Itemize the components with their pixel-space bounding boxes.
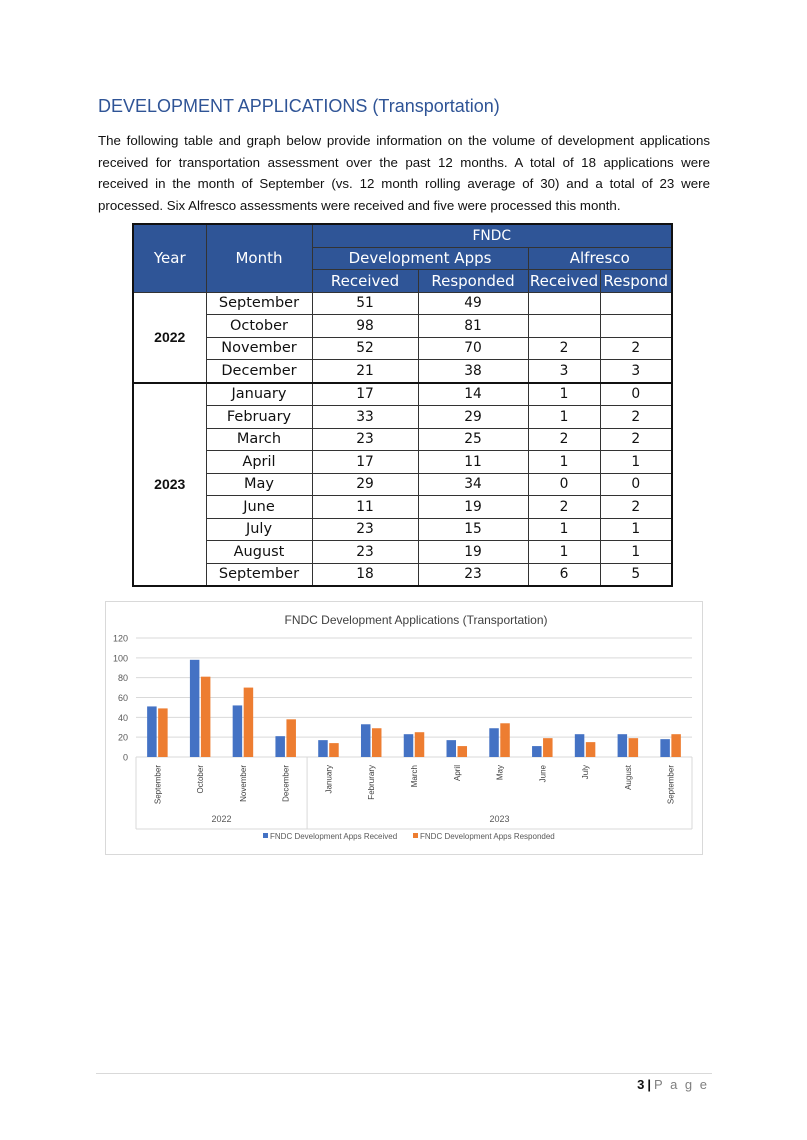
- header-alfresco: Alfresco: [528, 247, 672, 270]
- bar-received: [532, 746, 542, 757]
- x-tick-label: April: [452, 765, 462, 782]
- bar-responded: [586, 742, 596, 757]
- x-tick-label: January: [324, 765, 334, 794]
- alf-received-cell: 1: [528, 406, 600, 429]
- responded-cell: 38: [418, 360, 528, 383]
- x-tick-label: September: [666, 765, 676, 805]
- alf-respond-cell: 2: [600, 496, 672, 519]
- alf-received-cell: 1: [528, 518, 600, 541]
- header-received: Received: [312, 270, 418, 293]
- intro-paragraph: The following table and graph below provide information on the volume of development applications received for transportation assessment over the past 12 months. A total of 18 applications were received in the month of September (vs. 12 month rolling average of 30) and a total of 23 were processed. Six Alfresco assessments were received and five were processed this month.: [98, 133, 710, 213]
- responded-cell: 23: [418, 563, 528, 586]
- x-tick-label: August: [623, 765, 633, 790]
- month-cell: May: [206, 473, 312, 496]
- alf-received-cell: 3: [528, 360, 600, 383]
- month-cell: January: [206, 383, 312, 406]
- responded-cell: 29: [418, 406, 528, 429]
- alf-received-cell: 1: [528, 541, 600, 564]
- x-tick-label: May: [495, 765, 505, 781]
- x-tick-label: December: [281, 765, 291, 802]
- month-cell: July: [206, 518, 312, 541]
- bar-responded: [244, 688, 254, 757]
- x-tick-label: July: [581, 765, 591, 780]
- bar-responded: [286, 719, 296, 757]
- alf-respond-cell: 1: [600, 451, 672, 474]
- month-cell: October: [206, 315, 312, 338]
- header-alf-respond: Respond: [600, 270, 672, 293]
- table-row: [133, 563, 672, 586]
- responded-cell: 34: [418, 473, 528, 496]
- received-cell: 23: [312, 541, 418, 564]
- header-dev-apps: Development Apps: [312, 247, 528, 270]
- bar-received: [404, 734, 414, 757]
- alf-received-cell: 1: [528, 383, 600, 406]
- alf-respond-cell: 0: [600, 473, 672, 496]
- received-cell: 33: [312, 406, 418, 429]
- chart-legend: [263, 832, 555, 841]
- received-cell: 21: [312, 360, 418, 383]
- bar-received: [489, 728, 499, 757]
- bar-chart: [106, 602, 702, 854]
- alf-received-cell: 6: [528, 563, 600, 586]
- received-cell: 18: [312, 563, 418, 586]
- bar-received: [275, 736, 285, 757]
- page-label: P a g e: [654, 1077, 709, 1092]
- bar-responded: [201, 677, 211, 757]
- received-cell: 11: [312, 496, 418, 519]
- table-row: [133, 473, 672, 496]
- bar-received: [618, 734, 628, 757]
- month-cell: November: [206, 337, 312, 360]
- bar-received: [361, 724, 371, 757]
- table-row: [133, 383, 672, 406]
- responded-cell: 25: [418, 428, 528, 451]
- bar-responded: [329, 743, 339, 757]
- y-tick-label: 60: [117, 693, 128, 703]
- chart-title: FNDC Development Applications (Transportation): [284, 613, 548, 627]
- table-row: [133, 292, 672, 315]
- table-row: [133, 428, 672, 451]
- alf-respond-cell: 2: [600, 406, 672, 429]
- footer-separator: |: [647, 1077, 652, 1092]
- alf-received-cell: 2: [528, 428, 600, 451]
- chart-bars: [147, 660, 681, 757]
- header-year: Year: [133, 224, 206, 292]
- received-cell: 17: [312, 383, 418, 406]
- bar-responded: [671, 734, 681, 757]
- received-cell: 51: [312, 292, 418, 315]
- bar-responded: [458, 746, 468, 757]
- table-row: [133, 451, 672, 474]
- x-tick-label: October: [196, 765, 206, 794]
- header-responded: Responded: [418, 270, 528, 293]
- table-body: [133, 292, 672, 586]
- month-cell: September: [206, 292, 312, 315]
- page-number: 3: [637, 1077, 645, 1092]
- x-tick-label: Februrary: [367, 765, 377, 800]
- month-cell: September: [206, 563, 312, 586]
- alf-received-cell: [528, 315, 600, 338]
- alf-respond-cell: 2: [600, 337, 672, 360]
- bar-received: [660, 739, 670, 757]
- month-cell: August: [206, 541, 312, 564]
- y-tick-label: 100: [112, 653, 128, 664]
- legend-label: FNDC Development Apps Received: [270, 832, 398, 841]
- bar-received: [233, 705, 243, 757]
- responded-cell: 11: [418, 451, 528, 474]
- responded-cell: 70: [418, 337, 528, 360]
- bar-responded: [158, 708, 168, 757]
- year-cell: 2023: [133, 383, 206, 587]
- x-tick-label: September: [153, 765, 163, 805]
- month-cell: February: [206, 406, 312, 429]
- table-row: [133, 496, 672, 519]
- bar-responded: [415, 732, 425, 757]
- responded-cell: 81: [418, 315, 528, 338]
- y-tick-label: 20: [117, 732, 128, 743]
- y-tick-label: 120: [112, 633, 128, 644]
- table-row: [133, 360, 672, 383]
- responded-cell: 15: [418, 518, 528, 541]
- alf-respond-cell: 0: [600, 383, 672, 406]
- table-row: [133, 337, 672, 360]
- alf-received-cell: 2: [528, 337, 600, 360]
- bar-received: [318, 740, 328, 757]
- alf-respond-cell: 1: [600, 541, 672, 564]
- responded-cell: 19: [418, 496, 528, 519]
- x-group-label: 2023: [489, 814, 510, 824]
- responded-cell: 19: [418, 541, 528, 564]
- chart-container: [105, 601, 703, 855]
- legend-swatch: [263, 833, 268, 838]
- month-cell: March: [206, 428, 312, 451]
- received-cell: 29: [312, 473, 418, 496]
- chart-gridlines: [136, 638, 692, 757]
- table-row: [133, 518, 672, 541]
- header-alf-received: Received: [528, 270, 600, 293]
- bar-received: [190, 660, 200, 757]
- bar-responded: [500, 723, 510, 757]
- responded-cell: 49: [418, 292, 528, 315]
- chart-axes: [113, 634, 692, 830]
- y-tick-label: 0: [122, 752, 128, 763]
- bar-received: [147, 706, 157, 757]
- x-tick-label: November: [238, 765, 248, 802]
- x-tick-label: June: [538, 765, 548, 783]
- alf-respond-cell: 2: [600, 428, 672, 451]
- bar-responded: [543, 738, 553, 757]
- alf-respond-cell: 3: [600, 360, 672, 383]
- bar-responded: [629, 738, 639, 757]
- alf-respond-cell: 5: [600, 563, 672, 586]
- month-cell: April: [206, 451, 312, 474]
- section-heading: DEVELOPMENT APPLICATIONS (Transportation): [98, 96, 500, 116]
- applications-table: [132, 223, 673, 587]
- alf-respond-cell: [600, 292, 672, 315]
- bar-responded: [372, 728, 382, 757]
- received-cell: 98: [312, 315, 418, 338]
- bar-received: [575, 734, 585, 757]
- y-tick-label: 80: [117, 673, 128, 684]
- alf-received-cell: 2: [528, 496, 600, 519]
- alf-respond-cell: 1: [600, 518, 672, 541]
- table-row: [133, 406, 672, 429]
- x-tick-label: March: [410, 765, 419, 788]
- responded-cell: 14: [418, 383, 528, 406]
- page-footer: [637, 1077, 709, 1092]
- alf-received-cell: [528, 292, 600, 315]
- header-month: Month: [206, 224, 312, 292]
- received-cell: 23: [312, 428, 418, 451]
- received-cell: 52: [312, 337, 418, 360]
- footer-divider: [96, 1073, 712, 1074]
- legend-label: FNDC Development Apps Responded: [420, 832, 555, 841]
- alf-respond-cell: [600, 315, 672, 338]
- header-fndc: FNDC: [312, 224, 672, 247]
- month-cell: June: [206, 496, 312, 519]
- legend-swatch: [413, 833, 418, 838]
- received-cell: 23: [312, 518, 418, 541]
- month-cell: December: [206, 360, 312, 383]
- alf-received-cell: 1: [528, 451, 600, 474]
- y-tick-label: 40: [117, 712, 128, 723]
- bar-received: [447, 740, 457, 757]
- table-row: [133, 315, 672, 338]
- table-row: [133, 541, 672, 564]
- alf-received-cell: 0: [528, 473, 600, 496]
- received-cell: 17: [312, 451, 418, 474]
- year-cell: 2022: [133, 292, 206, 383]
- x-group-label: 2022: [211, 814, 232, 824]
